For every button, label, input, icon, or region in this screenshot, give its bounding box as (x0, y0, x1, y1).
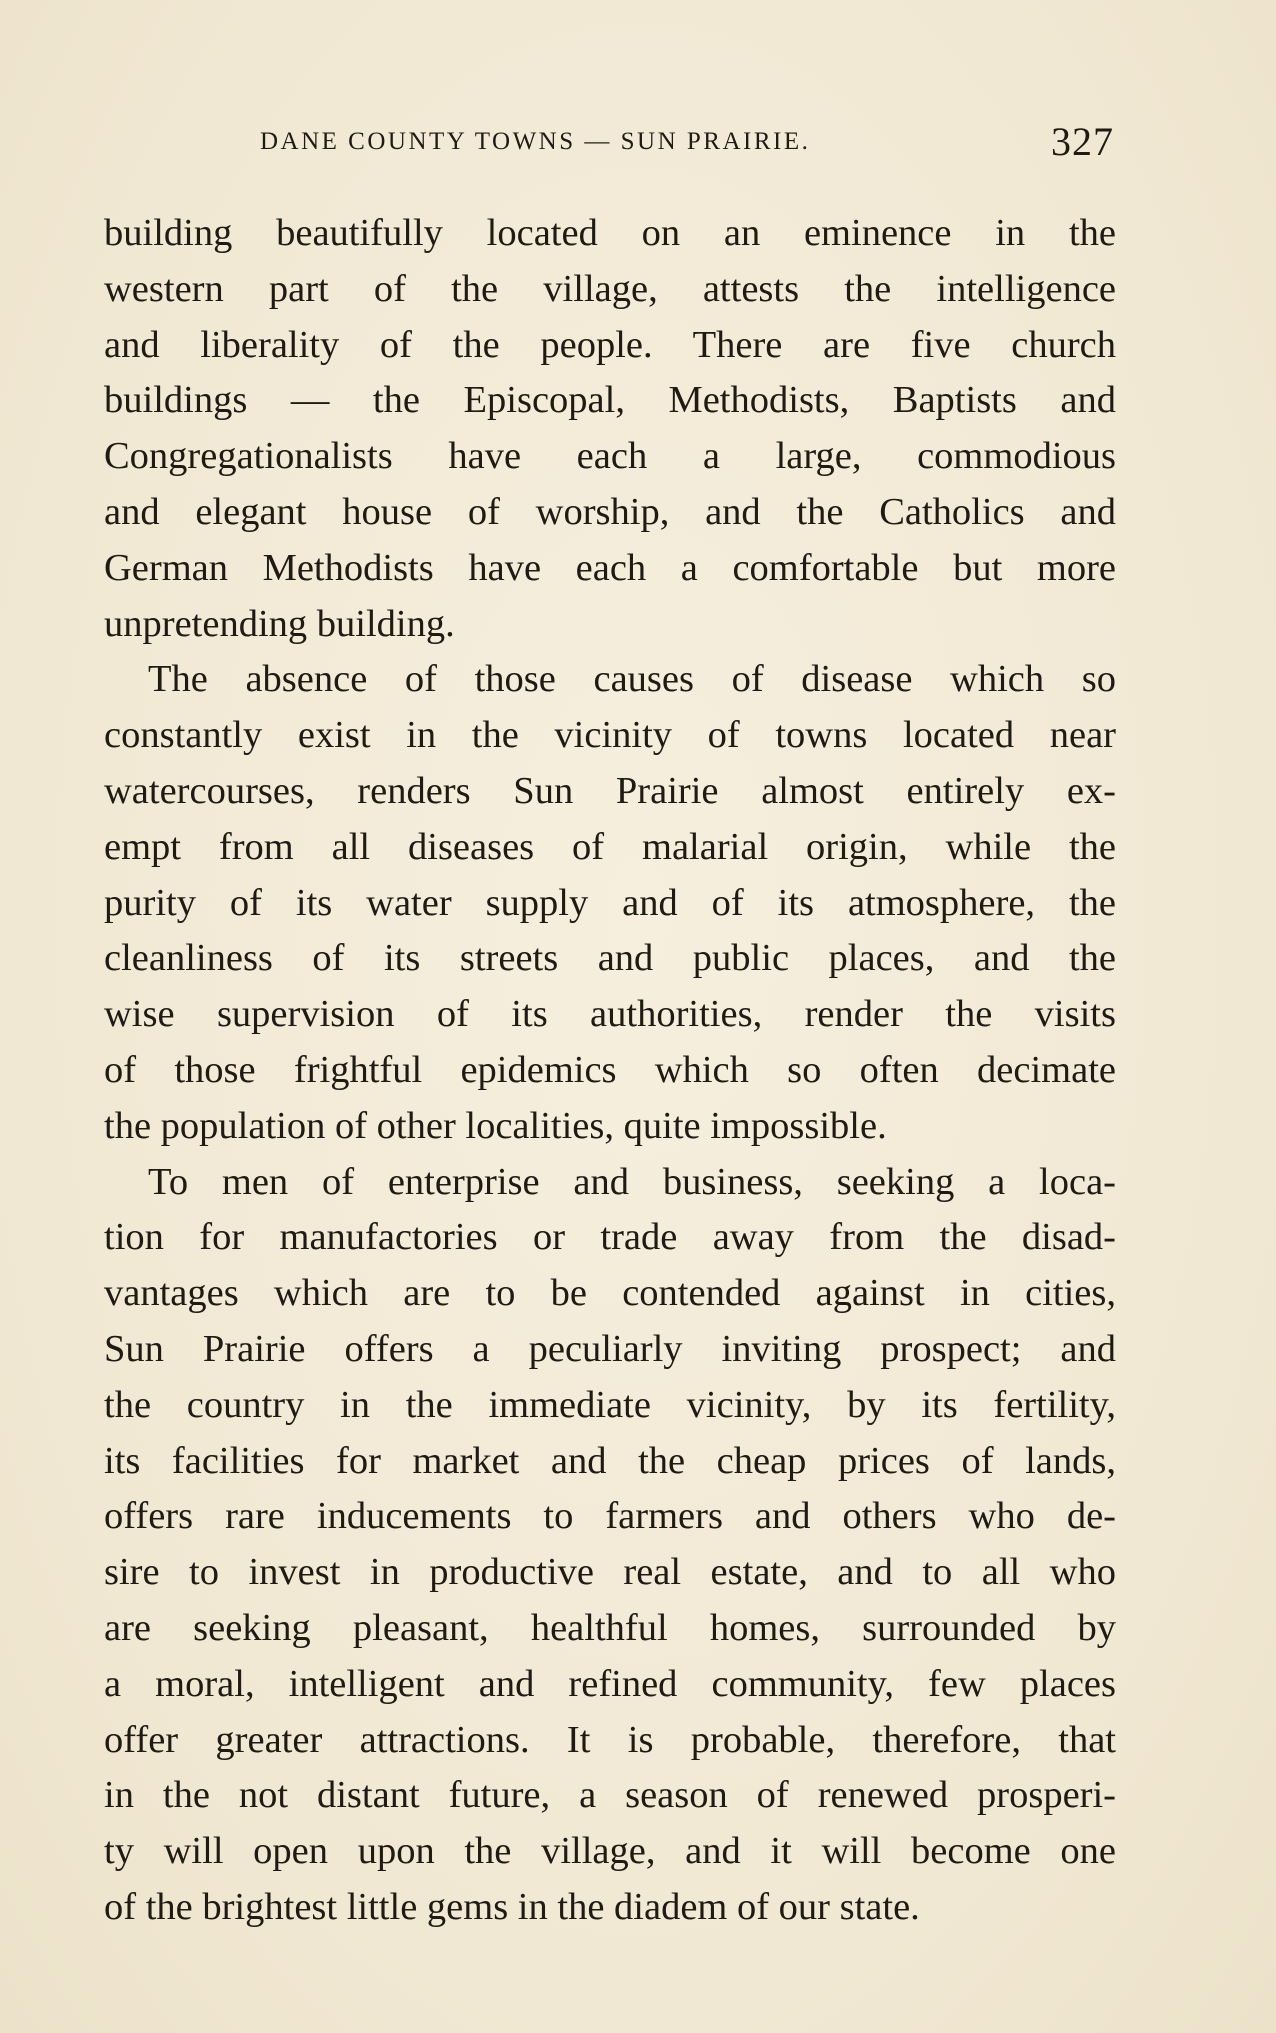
text-line: of those frightful epidemics which so often decimate (104, 1048, 1116, 1091)
running-title: DANE COUNTY TOWNS — SUN PRAIRIE. (260, 128, 811, 155)
text-line: sire to invest in productive real estate, and to all who (104, 1551, 1116, 1594)
text-line: cleanliness of its streets and public places, and the (104, 937, 1116, 980)
text-line: of the brightest little gems in the diadem of our state. (104, 1885, 920, 1928)
body-text (104, 206, 1116, 1936)
text-line: Congregationalists have each a large, commodious (104, 435, 1116, 478)
text-line: The absence of those causes of disease which so (148, 658, 1116, 701)
running-head (260, 118, 1120, 166)
text-line: buildings — the Episcopal, Methodists, Baptists and (104, 379, 1116, 422)
text-line: and elegant house of worship, and the Catholics and (104, 490, 1116, 533)
page-number: 327 (1051, 119, 1114, 164)
text-line: building beautifully located on an eminence in the (104, 212, 1116, 254)
text-line: and liberality of the people. There are five church (104, 323, 1116, 366)
text-line: purity of its water supply and of its atmosphere, the (104, 881, 1116, 924)
text-line: Sun Prairie offers a peculiarly inviting prospect; and (104, 1327, 1116, 1370)
text-line: offers rare inducements to farmers and others who de- (104, 1495, 1116, 1538)
text-line: vantages which are to be contended against in cities, (104, 1272, 1116, 1315)
text-line: tion for manufactories or trade away from the disad- (104, 1216, 1116, 1259)
text-line: empt from all diseases of malarial origin, while the (104, 825, 1116, 868)
text-line: German Methodists have each a comfortable but more (104, 546, 1116, 589)
text-line: To men of enterprise and business, seeking a loca- (148, 1160, 1116, 1203)
text-line: unpretending building. (104, 602, 455, 645)
text-line: western part of the village, attests the intelligence (104, 267, 1116, 310)
text-line: the country in the immediate vicinity, by its fertility, (104, 1383, 1116, 1426)
text-line: ty will open upon the village, and it will become one (104, 1830, 1116, 1873)
text-line: in the not distant future, a season of renewed prosperi- (104, 1774, 1116, 1817)
text-line: watercourses, renders Sun Prairie almost entirely ex- (104, 769, 1116, 812)
text-line: a moral, intelligent and refined community, few places (104, 1662, 1116, 1705)
text-line: the population of other localities, quite impossible. (104, 1104, 887, 1147)
text-line: offer greater attractions. It is probable, therefore, that (104, 1718, 1116, 1761)
text-line: wise supervision of its authorities, render the visits (104, 993, 1116, 1036)
text-line: its facilities for market and the cheap prices of lands, (104, 1439, 1116, 1482)
text-line: constantly exist in the vicinity of towns located near (104, 714, 1116, 757)
text-line: are seeking pleasant, healthful homes, surrounded by (104, 1606, 1116, 1649)
